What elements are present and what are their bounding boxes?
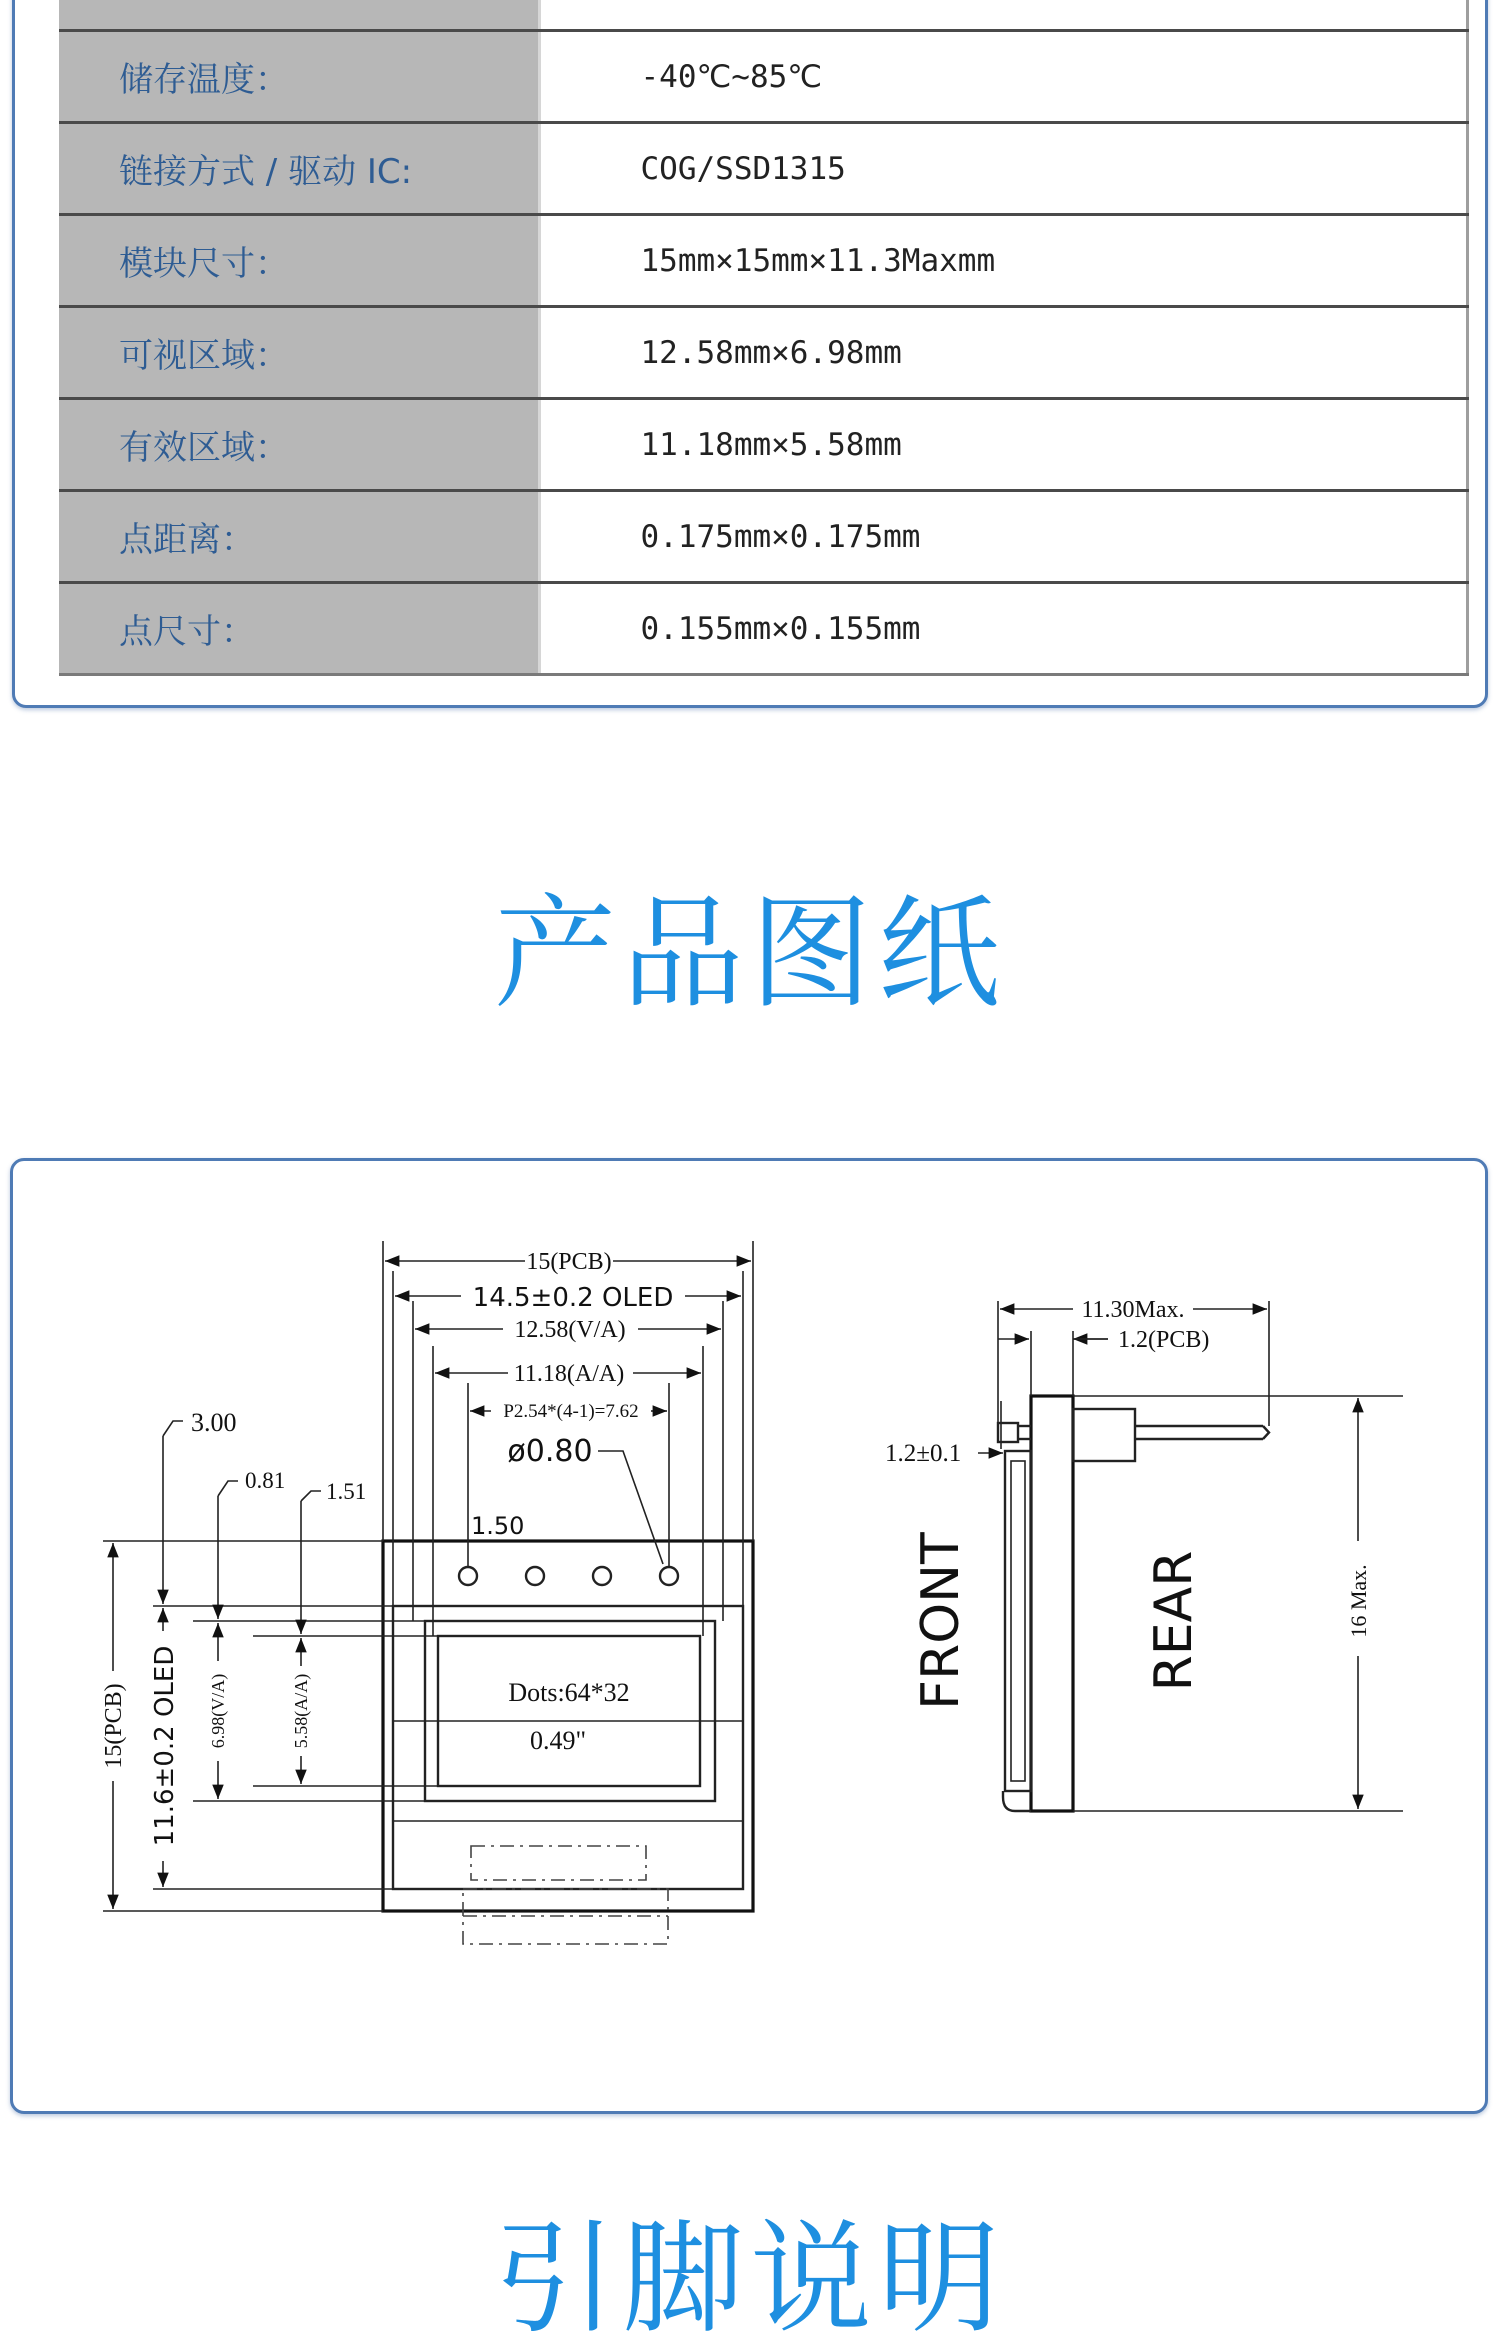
front-view <box>101 1241 753 1944</box>
spec-value: -40℃~85℃ <box>539 31 1468 123</box>
spec-row <box>59 31 1468 123</box>
dim-va-height: 6.98(V/A) <box>208 1673 228 1749</box>
spec-row <box>59 215 1468 307</box>
leader-line <box>218 1481 238 1496</box>
spec-row <box>59 123 1468 215</box>
spec-value: COG/SSD1315 <box>539 123 1468 215</box>
screen-size-label: 0.49" <box>529 1726 587 1755</box>
dim-side-height: 16 Max. <box>1346 1564 1371 1638</box>
dim-oled-height: 11.6±0.2 OLED <box>150 1645 180 1847</box>
pin-hole-2 <box>526 1567 544 1585</box>
screen-dots-label: Dots:64*32 <box>508 1678 630 1707</box>
drawing-panel <box>10 1158 1488 2114</box>
side-header <box>1073 1409 1135 1461</box>
label-rear: REAR <box>1144 1550 1204 1692</box>
dim-top-offset: 3.00 <box>191 1408 237 1437</box>
spec-table-panel <box>12 0 1488 708</box>
spec-value: 0.155mm×0.155mm <box>539 583 1468 675</box>
spec-row <box>59 0 1468 31</box>
spec-label: 可视区域： <box>59 307 539 399</box>
dimension-drawing <box>13 1161 1485 2111</box>
dim-aa-offset: 1.51 <box>326 1479 367 1504</box>
dim-side-pcb: 1.2(PCB) <box>1118 1327 1210 1353</box>
spec-row <box>59 583 1468 675</box>
dim-pin-pitch: P2.54*(4-1)=7.62 <box>503 1401 639 1422</box>
spec-value: 0.175mm×0.175mm <box>539 491 1468 583</box>
pin-hole-1 <box>459 1567 477 1585</box>
viewing-area <box>425 1621 715 1801</box>
leader-line <box>301 1491 321 1501</box>
leader-line <box>163 1421 183 1436</box>
side-view <box>885 1297 1403 1811</box>
pin-hole-3 <box>593 1567 611 1585</box>
section-heading-drawing: 产品图纸 <box>494 883 1006 1025</box>
leader-line <box>598 1451 663 1564</box>
spec-value <box>539 0 1468 31</box>
label-front: FRONT <box>911 1532 971 1710</box>
spec-label: 链接方式 / 驱动 IC: <box>59 123 539 215</box>
side-pin-tip <box>1263 1426 1269 1439</box>
side-pcb <box>1031 1396 1073 1811</box>
spec-table <box>59 0 1469 676</box>
spec-label: 有效区域： <box>59 399 539 491</box>
spec-label: 点距离： <box>59 491 539 583</box>
side-fpc <box>1003 1791 1031 1811</box>
dim-aa-width: 11.18(A/A) <box>513 1361 625 1387</box>
spec-label: 储存温度： <box>59 31 539 123</box>
dim-side-thickness: 11.30Max. <box>1081 1297 1185 1323</box>
spec-value: 15mm×15mm×11.3Maxmm <box>539 215 1468 307</box>
spec-label: 模块尺寸： <box>59 215 539 307</box>
dim-pcb-width: 15(PCB) <box>526 1249 612 1275</box>
dim-va-offset: 0.81 <box>245 1468 286 1493</box>
spec-value: 12.58mm×6.98mm <box>539 307 1468 399</box>
pin-hole-4 <box>660 1567 678 1585</box>
dim-side-glass: 1.2±0.1 <box>885 1440 962 1467</box>
side-glass <box>1005 1451 1031 1791</box>
active-area <box>438 1636 700 1786</box>
dim-hole-dia: ø0.80 <box>507 1434 593 1469</box>
spec-row <box>59 307 1468 399</box>
spec-row <box>59 399 1468 491</box>
dim-aa-height: 5.58(A/A) <box>291 1673 311 1749</box>
dim-pcb-height: 15(PCB) <box>101 1683 127 1769</box>
dim-pin-row: 1.50 <box>471 1512 525 1540</box>
side-glass-inner <box>1011 1461 1025 1781</box>
dim-va-width: 12.58(V/A) <box>514 1317 626 1343</box>
section-heading-pins: 引脚说明 <box>494 2208 1006 2350</box>
spec-label <box>59 0 539 31</box>
spec-value: 11.18mm×5.58mm <box>539 399 1468 491</box>
dim-oled-width: 14.5±0.2 OLED <box>472 1283 674 1313</box>
ic-outline <box>471 1846 646 1880</box>
spec-label: 点尺寸： <box>59 583 539 675</box>
spec-row <box>59 491 1468 583</box>
